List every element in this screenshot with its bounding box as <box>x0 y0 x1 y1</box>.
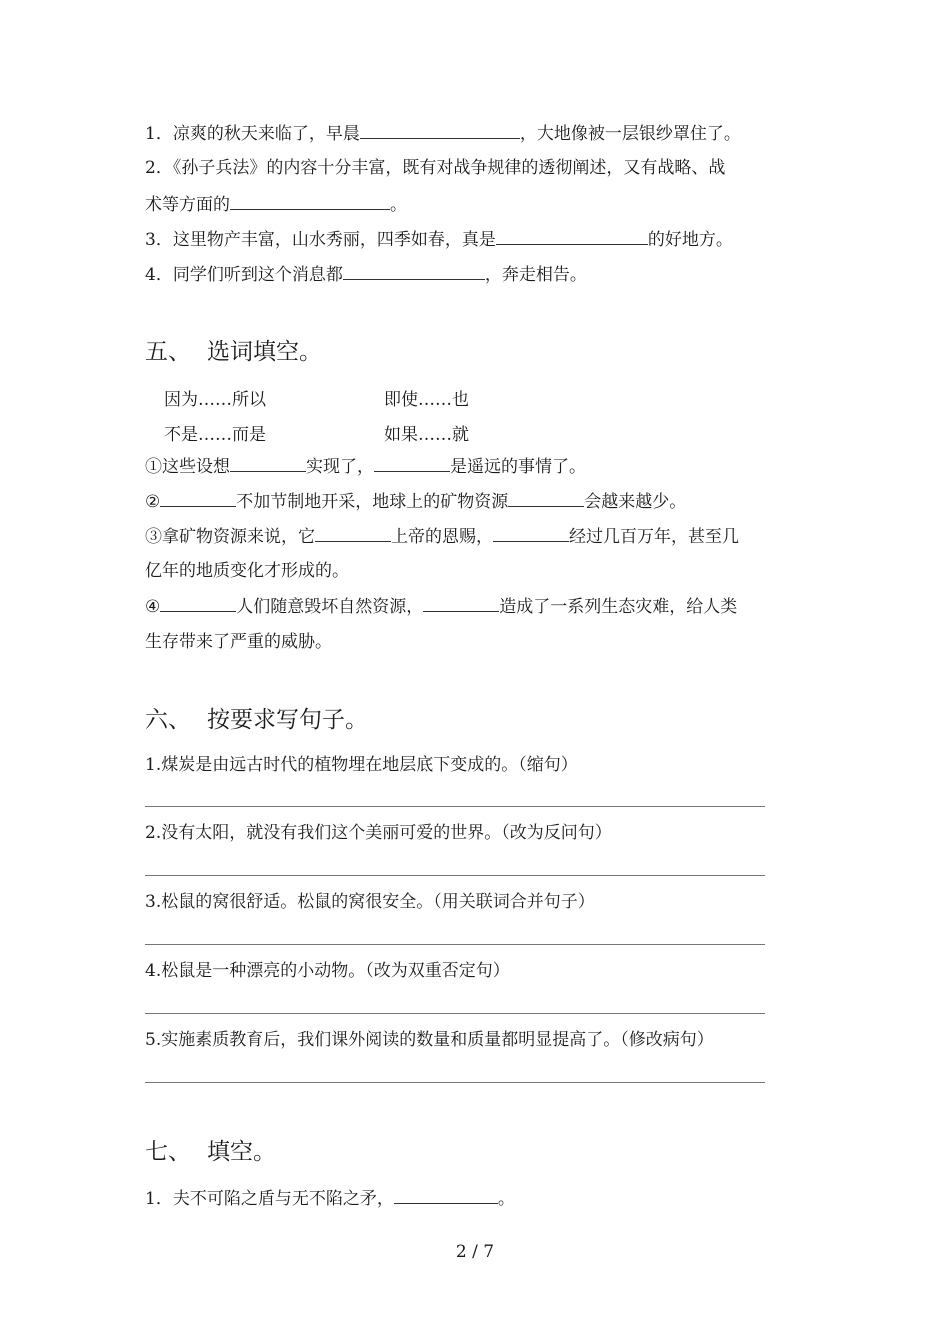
answer-blank[interactable] <box>360 122 520 139</box>
section6-heading <box>145 701 368 734</box>
question-text: 人们随意毁坏自然资源， <box>236 597 424 617</box>
question-text: 2．《孙子兵法》的内容十分丰富，既有对战争规律的透彻阐述，又有战略、战 <box>145 158 726 178</box>
question-text: 不加节制地开采，地球上的矿物资源 <box>236 492 509 512</box>
section-title: 选词填空。 <box>207 339 322 365</box>
question-text: 1．夫不可陷之盾与无不陷之矛， <box>145 1189 394 1209</box>
section6-question-1: 1.煤炭是由远古时代的植物埋在地层底下变成的。（缩句） <box>145 755 578 775</box>
answer-line[interactable] <box>145 944 765 945</box>
section-number: 七、 <box>145 1139 191 1165</box>
answer-blank[interactable] <box>493 525 569 542</box>
word-option: 不是……而是 <box>164 425 266 445</box>
question-text: 是遥远的事情了。 <box>450 457 586 477</box>
section5-question-1 <box>145 455 586 478</box>
answer-blank[interactable] <box>230 193 390 210</box>
question-text: 造成了一系列生态灾难，给人类 <box>499 597 738 617</box>
section-title: 按要求写句子。 <box>207 707 368 733</box>
question-text: 术等方面的 <box>145 195 230 215</box>
question-text: 。 <box>390 195 407 215</box>
section4-question-4 <box>145 263 587 286</box>
section6-question-5: 5.实施素质教育后，我们课外阅读的数量和质量都明显提高了。（修改病句） <box>145 1030 714 1050</box>
section5-heading <box>145 333 322 366</box>
answer-blank[interactable] <box>374 455 450 472</box>
section-number: 六、 <box>145 707 191 733</box>
answer-blank[interactable] <box>230 455 306 472</box>
section-number: 五、 <box>145 339 191 365</box>
question-text: ② <box>145 492 161 512</box>
question-text: 经过几百万年，甚至几 <box>569 527 739 547</box>
section6-question-2: 2.没有太阳，就没有我们这个美丽可爱的世界。（改为反问句） <box>145 823 612 843</box>
answer-blank[interactable] <box>160 490 236 507</box>
question-text: ①这些设想 <box>145 457 230 477</box>
section5-question-3 <box>145 525 739 548</box>
answer-blank[interactable] <box>160 595 236 612</box>
question-text: 实现了， <box>306 457 374 477</box>
question-text: 会越来越少。 <box>584 492 687 512</box>
section5-question-3-cont <box>145 560 349 582</box>
page-number: 2 / 7 <box>455 1242 495 1262</box>
answer-blank[interactable] <box>343 263 485 280</box>
answer-line[interactable] <box>145 1082 765 1083</box>
answer-blank[interactable] <box>508 490 584 507</box>
word-option: 因为……所以 <box>164 390 266 410</box>
answer-line[interactable] <box>145 875 765 876</box>
answer-blank[interactable] <box>394 1187 498 1204</box>
question-text: 亿年的地质变化才形成的。 <box>145 561 349 581</box>
section6-question-4: 4.松鼠是一种漂亮的小动物。（改为双重否定句） <box>145 961 510 981</box>
section6-question-3: 3.松鼠的窝很舒适。松鼠的窝很安全。（用关联词合并句子） <box>145 892 595 912</box>
word-option: 即使……也 <box>384 390 469 410</box>
question-text: ④ <box>145 597 161 617</box>
section5-question-4-cont <box>145 631 332 653</box>
question-text: 3．这里物产丰富，山水秀丽，四季如春，真是 <box>145 230 496 250</box>
answer-blank[interactable] <box>315 525 391 542</box>
question-text: ，奔走相告。 <box>484 265 587 285</box>
word-option: 如果……就 <box>384 425 469 445</box>
section5-question-4 <box>145 595 737 618</box>
question-text: 。 <box>497 1189 515 1209</box>
question-text: 4．同学们听到这个消息都 <box>145 265 343 285</box>
section4-question-2-cont <box>145 193 407 216</box>
question-text: 上帝的恩赐， <box>391 527 493 547</box>
question-text: ，大地像被一层银纱罩住了。 <box>519 124 741 144</box>
section4-question-3 <box>145 228 733 251</box>
section-title: 填空。 <box>207 1139 276 1165</box>
section7-question-1 <box>145 1187 515 1210</box>
question-text: ③拿矿物资源来说，它 <box>145 527 315 547</box>
section5-question-2 <box>145 490 686 513</box>
section7-heading <box>145 1133 276 1166</box>
question-text: 生存带来了严重的威胁。 <box>145 632 332 652</box>
answer-blank[interactable] <box>423 595 499 612</box>
answer-line[interactable] <box>145 1013 765 1014</box>
section4-question-2 <box>145 157 725 179</box>
question-text: 的好地方。 <box>647 230 733 250</box>
answer-blank[interactable] <box>496 228 648 245</box>
answer-line[interactable] <box>145 806 765 807</box>
question-text: 1．凉爽的秋天来临了，早晨 <box>145 124 360 144</box>
section4-question-1 <box>145 122 741 145</box>
